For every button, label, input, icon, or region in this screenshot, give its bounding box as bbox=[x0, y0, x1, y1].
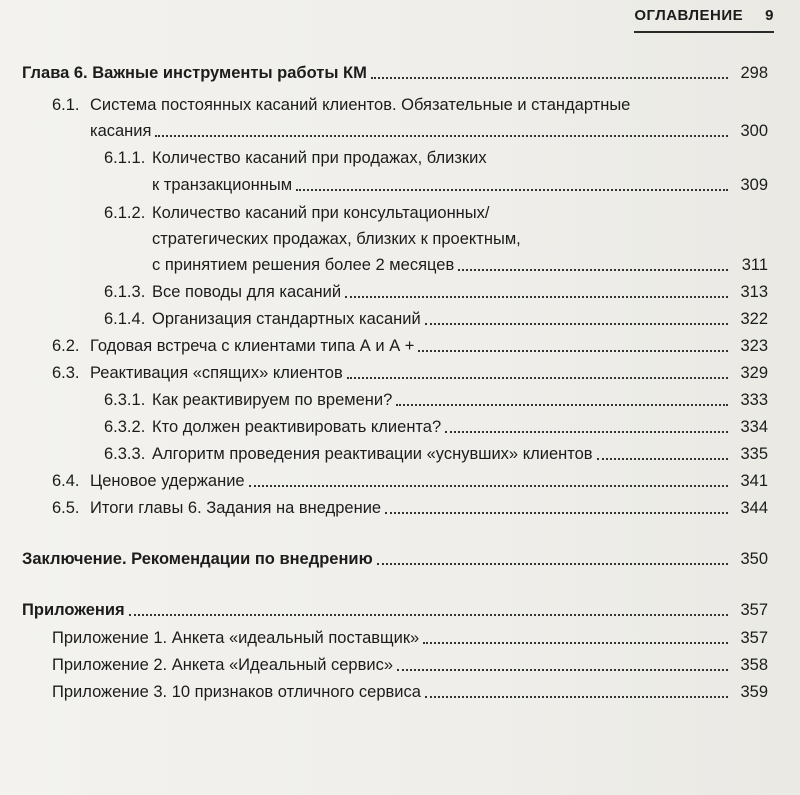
toc-page: 322 bbox=[740, 310, 768, 328]
toc-6-1-2-line1[interactable] bbox=[104, 203, 490, 223]
toc-leader-dots bbox=[385, 512, 728, 514]
toc-title: Приложение 3. 10 признаков отличного сервиса bbox=[52, 683, 421, 701]
toc-appendix-2[interactable] bbox=[52, 655, 768, 675]
toc-6-3[interactable] bbox=[52, 363, 768, 383]
toc-num: 6.5. bbox=[52, 499, 80, 517]
toc-leader-dots bbox=[249, 485, 728, 487]
toc-title-line3: с принятием решения более 2 месяцев bbox=[152, 256, 455, 274]
toc-page: 357 bbox=[740, 629, 768, 647]
toc-6-4[interactable] bbox=[52, 471, 768, 491]
toc-title-line2: к транзакционным bbox=[152, 176, 293, 194]
toc-page: 323 bbox=[740, 337, 768, 355]
toc-title: Приложения bbox=[22, 601, 125, 619]
toc-leader-dots bbox=[129, 614, 728, 616]
toc-page: 341 bbox=[740, 472, 768, 490]
toc-title: Заключение. Рекомендации по внедрению bbox=[22, 550, 373, 568]
toc-leader-dots bbox=[445, 431, 728, 433]
toc-num: 6.2. bbox=[52, 337, 80, 355]
toc-6-1-1-line1[interactable] bbox=[104, 148, 487, 168]
toc-leader-dots bbox=[371, 77, 728, 79]
toc-6-1-3[interactable] bbox=[104, 282, 768, 302]
toc-title: Ценовое удержание bbox=[90, 472, 245, 490]
toc-page: 313 bbox=[740, 283, 768, 301]
toc-title: Кто должен реактивировать клиента? bbox=[152, 418, 442, 436]
toc-6-3-2[interactable] bbox=[104, 417, 768, 437]
toc-page: 309 bbox=[740, 176, 768, 194]
toc-chapter-6[interactable] bbox=[22, 63, 768, 83]
toc-title-line1: Система постоянных касаний клиентов. Обязательные и стандартные bbox=[90, 96, 631, 114]
toc-conclusion[interactable] bbox=[22, 549, 768, 569]
toc-leader-dots bbox=[347, 377, 728, 379]
toc-leader-dots bbox=[155, 135, 728, 137]
toc-leader-dots bbox=[423, 642, 728, 644]
toc-page: 298 bbox=[740, 64, 768, 82]
toc-leader-dots bbox=[458, 269, 728, 271]
toc-num: 6.1.1. bbox=[104, 149, 146, 167]
toc-page: 357 bbox=[740, 601, 768, 619]
toc-leader-dots bbox=[397, 669, 728, 671]
toc-page: 359 bbox=[740, 683, 768, 701]
toc-6-2[interactable] bbox=[52, 336, 768, 356]
toc-leader-dots bbox=[425, 323, 728, 325]
toc-6-1-2-line2[interactable] bbox=[152, 229, 521, 249]
toc-appendices[interactable] bbox=[22, 600, 768, 620]
toc-page: 333 bbox=[740, 391, 768, 409]
toc-6-1-2[interactable] bbox=[152, 255, 768, 275]
toc-num: 6.1.4. bbox=[104, 310, 146, 328]
toc-6-3-3[interactable] bbox=[104, 444, 768, 464]
toc-title: Организация стандартных касаний bbox=[152, 310, 421, 328]
toc-leader-dots bbox=[377, 563, 728, 565]
toc-num: 6.3.1. bbox=[104, 391, 146, 409]
toc-6-1-4[interactable] bbox=[104, 309, 768, 329]
page-header bbox=[634, 7, 774, 24]
toc-leader-dots bbox=[296, 189, 728, 191]
toc-title: Как реактивируем по времени? bbox=[152, 391, 393, 409]
toc-num: 6.3.2. bbox=[104, 418, 146, 436]
toc-6-3-1[interactable] bbox=[104, 390, 768, 410]
toc-6-5[interactable] bbox=[52, 498, 768, 518]
toc-title: Глава 6. Важные инструменты работы КМ bbox=[22, 64, 367, 82]
toc-page: 350 bbox=[740, 550, 768, 568]
toc-leader-dots bbox=[425, 696, 728, 698]
toc-title: Реактивация «спящих» клиентов bbox=[90, 364, 343, 382]
toc-page: 335 bbox=[740, 445, 768, 463]
toc-appendix-1[interactable] bbox=[52, 628, 768, 648]
toc-num: 6.1.2. bbox=[104, 204, 146, 222]
toc-num: 6.1.3. bbox=[104, 283, 146, 301]
toc-6-1-line1[interactable] bbox=[52, 95, 630, 115]
toc-title-line2: касания bbox=[90, 122, 152, 140]
toc-leader-dots bbox=[345, 296, 728, 298]
toc-title: Все поводы для касаний bbox=[152, 283, 342, 301]
toc-title: Годовая встреча с клиентами типа А и А + bbox=[90, 337, 415, 355]
header-rule bbox=[634, 31, 774, 33]
toc-page: 334 bbox=[740, 418, 768, 436]
toc-num: 6.3. bbox=[52, 364, 80, 382]
toc-title-line2: стратегических продажах, близких к проектным, bbox=[152, 230, 521, 248]
toc-page: 344 bbox=[740, 499, 768, 517]
toc-page: 300 bbox=[740, 122, 768, 140]
toc-num: 6.4. bbox=[52, 472, 80, 490]
toc-num: 6.1. bbox=[52, 96, 80, 114]
toc-appendix-3[interactable] bbox=[52, 682, 768, 702]
toc-6-1-1[interactable] bbox=[152, 175, 768, 195]
toc-leader-dots bbox=[396, 404, 728, 406]
header-title: ОГЛАВЛЕНИЕ bbox=[634, 7, 744, 24]
toc-title-line1: Количество касаний при продажах, близких bbox=[152, 149, 487, 167]
toc-title: Итоги главы 6. Задания на внедрение bbox=[90, 499, 382, 517]
toc-leader-dots bbox=[597, 458, 728, 460]
toc-page: 329 bbox=[740, 364, 768, 382]
toc-page: 311 bbox=[741, 256, 768, 274]
toc-title-line1: Количество касаний при консультационных/ bbox=[152, 204, 490, 222]
toc-title: Алгоритм проведения реактивации «уснувших» клиентов bbox=[152, 445, 593, 463]
toc-num: 6.3.3. bbox=[104, 445, 146, 463]
header-page-number: 9 bbox=[765, 7, 774, 24]
toc-page: 358 bbox=[740, 656, 768, 674]
toc-6-1[interactable] bbox=[90, 121, 768, 141]
toc-title: Приложение 1. Анкета «идеальный поставщик» bbox=[52, 629, 420, 647]
toc-title: Приложение 2. Анкета «Идеальный сервис» bbox=[52, 656, 394, 674]
toc-leader-dots bbox=[418, 350, 728, 352]
